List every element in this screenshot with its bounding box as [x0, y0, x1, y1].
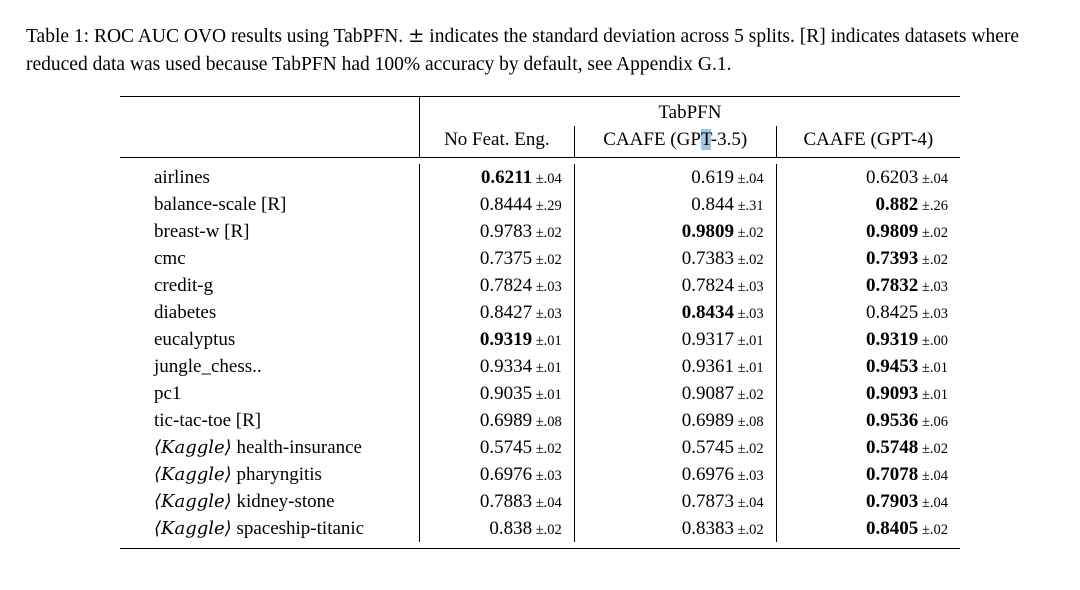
- result-value: 0.9035: [479, 382, 533, 404]
- result-cell: [776, 515, 960, 542]
- result-value: 0.8444: [479, 193, 533, 215]
- result-std: ±.02: [918, 521, 948, 538]
- result-std: ±.08: [733, 413, 764, 430]
- result-cell: [419, 515, 574, 542]
- column-header-no-feat-eng: No Feat. Eng.: [419, 126, 574, 157]
- result-cell: [419, 353, 574, 380]
- table-body: [120, 96, 960, 549]
- dataset-name-cell: breast-w [R]: [154, 220, 250, 242]
- result-cell: [574, 191, 776, 218]
- result-value: 0.7393: [866, 247, 919, 269]
- result-std: ±.03: [532, 467, 562, 484]
- result-cell: [776, 164, 960, 191]
- result-value: 0.6211: [480, 166, 533, 188]
- result-std: ±.02: [918, 224, 948, 241]
- result-cell: [419, 272, 574, 299]
- column-header-caafe-gpt35: [574, 126, 776, 157]
- result-cell: [776, 299, 960, 326]
- result-cell: [419, 380, 574, 407]
- caption-prefix: Table 1: ROC AUC OVO results using TabPFN.: [26, 26, 409, 47]
- result-value: 0.9087: [681, 382, 734, 404]
- result-cell: [419, 164, 574, 191]
- table-row: [120, 434, 960, 461]
- result-value: 0.619: [691, 166, 734, 188]
- table-caption: [26, 22, 1054, 78]
- result-cell: [419, 434, 574, 461]
- result-std: ±.03: [918, 305, 948, 322]
- result-std: ±.02: [733, 251, 764, 268]
- result-cell: [574, 515, 776, 542]
- result-value: 0.7824: [681, 274, 734, 296]
- result-cell: [419, 326, 574, 353]
- result-cell: [419, 245, 574, 272]
- result-value: 0.6976: [681, 463, 734, 485]
- result-value: 0.844: [691, 193, 734, 215]
- table-row: [120, 461, 960, 488]
- result-value: 0.9453: [866, 355, 919, 377]
- result-std: ±.03: [733, 467, 764, 484]
- result-std: ±.02: [918, 251, 948, 268]
- result-cell: [574, 245, 776, 272]
- result-cell: [574, 326, 776, 353]
- result-std: ±.04: [532, 494, 562, 511]
- dataset-name-cell: eucalyptus: [154, 328, 236, 350]
- table-row: [120, 488, 960, 515]
- table-row: [120, 191, 960, 218]
- caafe-gpt35-pre: CAAFE (GP: [603, 129, 701, 151]
- result-value: 0.5748: [866, 436, 919, 458]
- caption-line1-rest: indicates the standard deviation across 5 splits.: [424, 26, 795, 47]
- result-cell: [776, 434, 960, 461]
- result-value: 0.9536: [866, 409, 919, 431]
- result-std: ±.01: [918, 359, 948, 376]
- result-value: 0.6989: [681, 409, 734, 431]
- dataset-name-cell: cmc: [154, 247, 186, 269]
- result-std: ±.01: [918, 386, 948, 403]
- caafe-gpt35-highlight: T: [700, 129, 711, 151]
- column-header-row: [120, 126, 960, 157]
- table-row: [120, 515, 960, 542]
- result-std: ±.04: [918, 467, 948, 484]
- result-value: 0.6989: [479, 409, 533, 431]
- table-bottom-rule: [120, 548, 960, 549]
- table-row: [120, 407, 960, 434]
- result-value: 0.9783: [479, 220, 533, 242]
- table-row: [120, 245, 960, 272]
- result-cell: [776, 488, 960, 515]
- result-cell: [776, 380, 960, 407]
- dataset-name-cell: jungle_chess..: [154, 355, 262, 377]
- result-std: ±.04: [918, 494, 948, 511]
- result-value: 0.9334: [479, 355, 533, 377]
- kaggle-tag: ⟨Kaggle⟩: [154, 436, 232, 458]
- kaggle-tag: ⟨Kaggle⟩: [154, 490, 232, 512]
- result-cell: [776, 353, 960, 380]
- result-value: 0.9093: [866, 382, 919, 404]
- result-std: ±.02: [733, 521, 764, 538]
- result-value: 0.8427: [479, 301, 533, 323]
- result-value: 0.7832: [866, 274, 919, 296]
- result-cell: [776, 245, 960, 272]
- result-std: ±.01: [733, 332, 764, 349]
- dataset-name-cell: ⟨Kaggle⟩ health-insurance: [154, 436, 362, 458]
- result-cell: [574, 380, 776, 407]
- result-value: 0.5745: [681, 436, 734, 458]
- table-row: [120, 272, 960, 299]
- dataset-name-cell: tic-tac-toe [R]: [154, 409, 262, 431]
- result-value: 0.7903: [866, 490, 919, 512]
- result-std: ±.02: [532, 440, 562, 457]
- result-std: ±.26: [918, 197, 948, 214]
- table-row: [120, 299, 960, 326]
- result-std: ±.03: [918, 278, 948, 295]
- result-std: ±.03: [733, 278, 764, 295]
- result-value: 0.7375: [479, 247, 533, 269]
- dataset-name-cell: ⟨Kaggle⟩ spaceship-titanic: [154, 517, 365, 539]
- result-std: ±.01: [733, 359, 764, 376]
- result-value: 0.9809: [866, 220, 919, 242]
- results-table: [120, 96, 960, 549]
- table-row: [120, 326, 960, 353]
- result-value: 0.7873: [681, 490, 734, 512]
- result-value: 0.9319: [866, 328, 919, 350]
- table-row: [120, 353, 960, 380]
- result-value: 0.838: [489, 517, 533, 539]
- plus-minus-symbol: ±: [408, 24, 425, 47]
- rule-line: [120, 548, 960, 549]
- caption-line3: see Appendix G.1.: [587, 53, 732, 75]
- result-value: 0.8383: [681, 517, 734, 539]
- result-cell: [419, 191, 574, 218]
- result-std: ±.02: [918, 440, 948, 457]
- result-cell: [574, 272, 776, 299]
- result-cell: [776, 407, 960, 434]
- result-value: 0.9361: [681, 355, 734, 377]
- result-cell: [574, 218, 776, 245]
- result-std: ±.01: [532, 386, 562, 403]
- result-cell: [574, 461, 776, 488]
- result-std: ±.04: [733, 494, 764, 511]
- result-std: ±.04: [918, 170, 948, 187]
- result-cell: [776, 461, 960, 488]
- result-value: 0.7824: [479, 274, 533, 296]
- dataset-name-cell: balance-scale [R]: [154, 193, 287, 215]
- result-value: 0.8434: [681, 301, 734, 323]
- result-std: ±.03: [532, 278, 562, 295]
- dataset-name-cell: diabetes: [154, 301, 217, 323]
- dataset-name-cell: pc1: [154, 382, 182, 404]
- dataset-name-cell: ⟨Kaggle⟩ kidney-stone: [154, 490, 335, 512]
- result-std: ±.02: [733, 224, 764, 241]
- group-header-tabpfn: TabPFN: [419, 97, 960, 127]
- result-cell: [574, 164, 776, 191]
- result-cell: [776, 272, 960, 299]
- result-std: ±.08: [532, 413, 562, 430]
- result-std: ±.04: [733, 170, 764, 187]
- result-cell: [574, 353, 776, 380]
- result-value: 0.7883: [479, 490, 533, 512]
- table-row: [120, 218, 960, 245]
- result-cell: [574, 488, 776, 515]
- result-std: ±.02: [733, 440, 764, 457]
- result-std: ±.02: [532, 224, 562, 241]
- result-cell: [776, 218, 960, 245]
- result-cell: [776, 326, 960, 353]
- result-std: ±.02: [532, 251, 562, 268]
- result-cell: [419, 407, 574, 434]
- column-header-caafe-gpt4: CAAFE (GPT-4): [776, 126, 960, 157]
- result-cell: [419, 299, 574, 326]
- result-value: 0.5745: [479, 436, 533, 458]
- result-std: ±.03: [532, 305, 562, 322]
- result-std: ±.00: [918, 332, 948, 349]
- result-std: ±.03: [733, 305, 764, 322]
- result-value: 0.6203: [866, 166, 919, 188]
- dataset-name-cell: credit-g: [154, 274, 214, 296]
- result-cell: [574, 434, 776, 461]
- result-std: ±.04: [532, 170, 562, 187]
- caafe-gpt35-post: -3.5): [710, 129, 748, 151]
- dataset-name-cell: airlines: [154, 166, 210, 188]
- group-header-row: [120, 97, 960, 127]
- result-value: 0.9317: [681, 328, 734, 350]
- result-cell: [574, 407, 776, 434]
- result-value: 0.6976: [479, 463, 533, 485]
- table-row: [120, 164, 960, 191]
- result-std: ±.31: [733, 197, 764, 214]
- result-std: ±.01: [532, 359, 562, 376]
- group-header-spacer: [120, 97, 419, 127]
- result-cell: [776, 191, 960, 218]
- column-header-blank: [120, 126, 419, 157]
- result-std: ±.29: [532, 197, 562, 214]
- result-cell: [574, 299, 776, 326]
- result-value: 0.8405: [866, 517, 919, 539]
- table-row: [120, 380, 960, 407]
- result-value: 0.7383: [681, 247, 734, 269]
- result-value: 0.882: [875, 193, 919, 215]
- result-std: ±.01: [532, 332, 562, 349]
- result-cell: [419, 488, 574, 515]
- result-value: 0.9319: [479, 328, 533, 350]
- result-std: ±.06: [918, 413, 948, 430]
- result-cell: [419, 218, 574, 245]
- result-std: ±.02: [532, 521, 562, 538]
- result-std: ±.02: [733, 386, 764, 403]
- result-value: 0.7078: [866, 463, 919, 485]
- result-value: 0.9809: [681, 220, 734, 242]
- result-value: 0.8425: [866, 301, 919, 323]
- caption-line2: [R] indicates datasets where reduced data was used because TabPFN had 100% accuracy by default,: [26, 26, 1019, 75]
- kaggle-tag: ⟨Kaggle⟩: [154, 517, 232, 539]
- kaggle-tag: ⟨Kaggle⟩: [154, 463, 232, 485]
- dataset-name-cell: ⟨Kaggle⟩ pharyngitis: [154, 463, 322, 485]
- result-cell: [419, 461, 574, 488]
